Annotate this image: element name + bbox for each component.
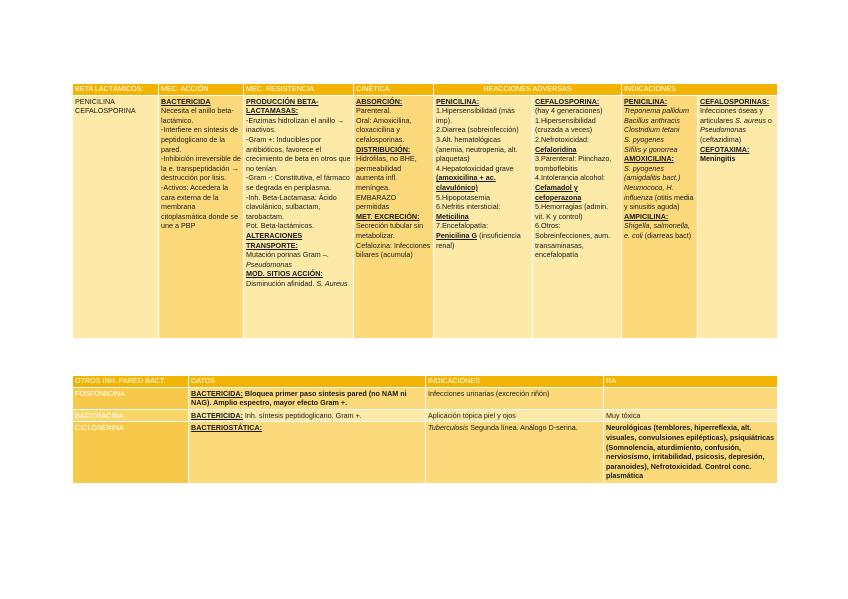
ram-line: 5.Hemorragias (admin. vit. K y control)	[535, 202, 609, 221]
ram-line: (insuficiencia renal)	[436, 230, 521, 250]
datos-text: Bloquea primer paso síntesis pared (no NAM ni NAG). Amplio espectro, mayor efecto Gram +.	[191, 388, 407, 408]
ind-line: S. pyogenes	[624, 134, 664, 144]
resistencia-line: -Gram +: Inducibles por antibióticos, favorece el crecimiento de beta en otros que no tenían.	[246, 134, 351, 173]
ind-line: Meningitis	[700, 154, 736, 164]
header-otros-inh: OTROS INH. PARED BACT.	[73, 376, 189, 388]
ram-line-emph: Cefamadol y cefoperazona	[535, 182, 582, 202]
ind-line: Treponema pallidum	[624, 106, 689, 116]
drug-name-fosfomicina: FOSFOMICINA	[73, 387, 189, 409]
ind-cefalosporina-cell	[698, 95, 778, 338]
ind-line: (diarreas bact)	[642, 230, 692, 240]
ram-line-emph: Meticilina	[436, 211, 469, 221]
ind-line: Sífilis y gonorrea	[624, 144, 678, 154]
ram-line-emph: (amoxicilina + ac. clavulónico)	[436, 173, 496, 192]
header-ra: RA	[604, 376, 778, 388]
resistencia-line: Pot. Beta-lactámicos.	[246, 221, 314, 231]
ram-penicilina-title: PENICILINA:	[436, 96, 480, 106]
datos-cell	[189, 409, 426, 422]
drug-name-cicloserina: CICLOSERINA	[73, 422, 189, 484]
ind-penicilina-cell	[622, 95, 698, 338]
ind-line: Shigella, salmonella, e. coli	[624, 221, 690, 240]
ra-cell: Muy tóxica	[604, 409, 778, 422]
ind-line: Infecciones óseas y articulares	[700, 106, 764, 125]
indicaciones-cell: Aplicación tópica piel y ojos	[426, 409, 604, 422]
ram-line-emph: Penicilina G	[436, 230, 478, 240]
cinetica-title-2: DISTRIBUCIÓN:	[356, 144, 411, 154]
beta-lactam-table	[72, 83, 778, 339]
header-mec-resistencia: MEC. RESISTENCIA	[244, 84, 354, 96]
header-datos: DATOS	[189, 376, 426, 388]
datos-title: BACTERIOSTÁTICA:	[191, 423, 263, 433]
ra-cell: Neurológicas (temblores, hiperreflexia, alt. visuales, convulsiones epilépticas), psiquiátricas (Somnolencia, aturdimiento, confusión, nerviosismo, irritabilidad, psicosis, depresión, paranoides), Nefrotoxicidad. Control conc. plasmática	[604, 422, 778, 484]
ind-ampicilina-title: AMPICILINA:	[624, 211, 669, 221]
table1-header-row	[73, 84, 778, 96]
resistencia-line: S. Aureus	[316, 278, 348, 288]
resistencia-line: -Gram -: Constitutiva, el fármaco se degrada en periplasma.	[246, 173, 350, 192]
ram-line: 1.Hipersensibilidad (más imp).	[436, 106, 515, 125]
cinetica-title-3: MET. EXCRECIÓN:	[356, 211, 420, 221]
mec-accion-line: -Inhibición irreversible de la e. transpeptidación → destrucción por lisis.	[161, 154, 241, 183]
ind-cefotaxima-title: CEFOTAXIMA:	[700, 144, 750, 154]
ind-cefalosporinas-title: CEFALOSPORINAS:	[700, 96, 770, 106]
ram-line: 2.Nefrotoxicidad:	[535, 134, 589, 144]
row-labels	[73, 95, 159, 338]
table-row	[73, 422, 778, 484]
ra-cell	[604, 387, 778, 409]
ind-amoxicilina-title: AMOXICILINA:	[624, 154, 674, 164]
mec-accion-line: -Activos: Accedera la cara externa de la membrana citoplasmática donde se une a PBP	[161, 182, 239, 231]
ind-line: o	[765, 115, 772, 125]
ind-line: S. pyogenes (amigdalitis bact.)	[624, 163, 681, 183]
ind-line: Pseudomonas	[700, 125, 746, 135]
header-beta-lactamicos: BETA LACTÁMICOS:	[73, 84, 159, 96]
ind-line: (ceftazidima)	[700, 134, 742, 144]
ram-cefalosporina-title: CEFALOSPORINA:	[535, 96, 600, 106]
ind-line: Clostridium tetani	[624, 125, 680, 135]
ram-penicilina-cell	[434, 95, 533, 338]
resistencia-line: Mutación porinas Gram –.	[246, 250, 329, 260]
resistencia-title-2: ALTERACIONES TRANSPORTE:	[246, 230, 303, 250]
cinetica-cell	[354, 95, 434, 338]
ind-line: Neumococo, H. influenza	[624, 182, 674, 202]
otros-inhibidores-table	[72, 375, 778, 484]
cinetica-line: Parenteral.	[356, 106, 392, 116]
ram-line: (hay 4 generaciones)	[535, 106, 603, 116]
ram-line: 6.Nefritis intersticial:	[436, 202, 501, 212]
header-indicaciones: INDICACIONES	[622, 84, 778, 96]
ram-line: 3.Alt. hematológicas (anemia, neutropenia, alt. plaquetas)	[436, 134, 518, 164]
ram-line: 7.Encefalopatía:	[436, 221, 488, 231]
ind-line: Bacillus anthracis	[624, 115, 680, 125]
ram-line: 1.Hipersensibilidad (cruzada a veces)	[535, 115, 596, 135]
resistencia-title-1: PRODUCCIÓN BETA-LACTAMASAS:	[246, 96, 319, 116]
mec-accion-line: Necesita el anillo beta-lactámico.	[161, 106, 234, 125]
ram-line: 2.Diarrea (sobreinfección)	[436, 125, 519, 135]
header-indicaciones-2: INDICACIONES	[426, 376, 604, 388]
cinetica-line: Hidrófilas, no BHE, permeabilidad aumenta infl. meníngea. EMBARAZO permitidas	[356, 154, 417, 212]
drug-name-bacitracina: BACITRACINA	[73, 409, 189, 422]
mec-accion-title: BACTERICIDA	[161, 96, 211, 106]
resistencia-title-3: MOD. SITIOS ACCIÓN:	[246, 269, 323, 279]
ind-line: (otitis media y sinusitis aguda)	[624, 192, 694, 212]
datos-cell	[189, 422, 426, 484]
ram-line: 3.Parenteral: Piinchazo, tromboflebitis	[535, 154, 612, 173]
datos-title: BACTERICIDA:	[191, 410, 243, 420]
header-cinetica: CINÉTICA	[354, 84, 434, 96]
header-reacciones-adversas: REACCIONES ADVERSAS	[434, 84, 622, 96]
resistencia-line: Disminución afinidad.	[246, 278, 315, 288]
ind-penicilina-title: PENICILINA:	[624, 96, 668, 106]
ram-line: 5.Hipopotasemia	[436, 192, 490, 202]
indicaciones-cell: Infecciones urinarias (excreción riñón)	[426, 387, 604, 409]
table-row	[73, 387, 778, 409]
mec-resistencia-cell	[244, 95, 354, 338]
table-row	[73, 409, 778, 422]
ind-italic: Tuberculosis	[428, 423, 469, 433]
ram-line: 4.Intolerancia alcohol:	[535, 173, 605, 183]
ram-line: 4.Hepatotoxicidad grave	[436, 163, 514, 173]
cinetica-title-1: ABSORCIÓN:	[356, 96, 403, 106]
header-mec-accion: MEC. ACCIÓN	[159, 84, 244, 96]
ind-text: Segunda línea. Análogo D-serina.	[468, 423, 578, 433]
cinetica-line: Cefalozina: Infecciones biliares (acumula)	[356, 240, 431, 260]
table2-header-row	[73, 376, 778, 388]
datos-text: Inh. síntesis peptidoglicano. Gram +.	[242, 410, 362, 420]
datos-cell	[189, 387, 426, 409]
ram-cefalosporina-cell	[533, 95, 622, 338]
mec-accion-line: -Interfiere en síntesis de peptidoglicano de la pared.	[161, 125, 239, 154]
ind-line: S. aureus	[735, 115, 766, 125]
table1-body-row	[73, 95, 778, 338]
resistencia-line: -Enzimas hidrolizan el anillo → inactivos.	[246, 115, 345, 135]
label-cefalosporina: CEFALOSPORINA	[75, 106, 136, 116]
ram-line: 6.Otros: Sobreinfecciones, aum. transaminasas, encefalopatía	[535, 221, 611, 260]
resistencia-line: Pseudomonas	[246, 259, 292, 269]
cinetica-line: Oral: Amoxicilina, cloxacicilina y cefalosporinas.	[356, 115, 412, 144]
mec-accion-cell	[159, 95, 244, 338]
resistencia-line: -Inh. Beta-Lactamasa: Ácido clavulánico, sulbactam, tarobactam.	[246, 192, 337, 221]
indicaciones-cell	[426, 422, 604, 484]
label-penicilina: PENICILINA	[75, 96, 115, 106]
cinetica-line: Secreción tubular sin metabolizar.	[356, 221, 424, 240]
ram-line-emph: Cefaloridina	[535, 144, 577, 154]
datos-title: BACTERICIDA:	[191, 388, 243, 398]
